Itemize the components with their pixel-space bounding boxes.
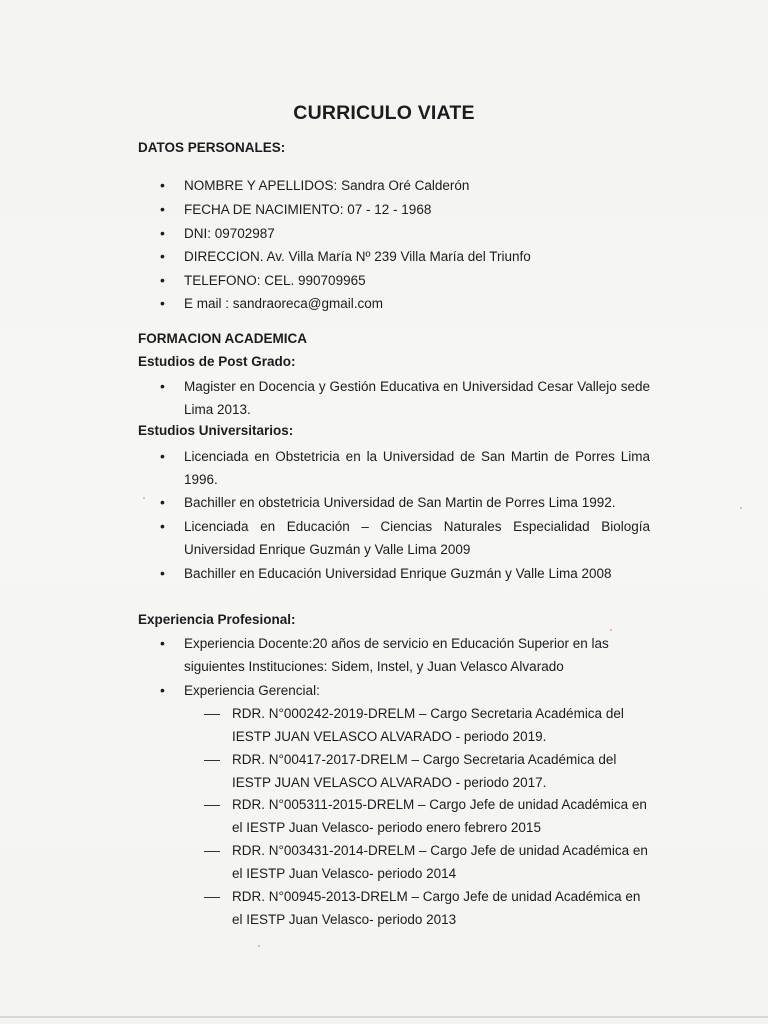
bullet-icon: •: [160, 272, 165, 288]
heading-post-grado: Estudios de Post Grado:: [138, 354, 296, 369]
personal-item-fecha: FECHA DE NACIMIENTO: 07 - 12 - 1968: [184, 202, 432, 217]
dash-icon: [204, 760, 220, 761]
personal-item-email: E mail : sandraoreca@gmail.com: [184, 296, 384, 311]
bullet-icon: •: [160, 448, 165, 464]
dash-icon: [204, 714, 220, 715]
page-edge: [0, 1016, 768, 1018]
personal-item-dni: DNI: 09702987: [184, 226, 275, 241]
dash-icon: [204, 897, 220, 898]
scan-speck: [258, 945, 260, 947]
bullet-icon: •: [160, 225, 165, 241]
post-grado-item: Magister en Docencia y Gestión Educativa en Universidad Cesar Vallejo sede Lima 2013.: [184, 379, 650, 417]
heading-universitarios: Estudios Universitarios:: [138, 423, 294, 438]
bullet-icon: •: [160, 518, 165, 534]
heading-formacion-academica: FORMACION ACADEMICA: [138, 331, 307, 346]
gerencial-item: RDR. N°003431-2014-DRELM – Cargo Jefe de unidad Académica en el IESTP Juan Velasco- periodo 2014: [232, 843, 648, 881]
scan-speck: [610, 629, 612, 631]
universitario-item: Licenciada en Educación – Ciencias Naturales Especialidad Biología Universidad Enrique Guzmán y Valle Lima 2009: [184, 519, 650, 557]
personal-item-telefono: TELEFONO: CEL. 990709965: [184, 273, 366, 288]
scan-speck: [143, 497, 145, 499]
heading-datos-personales: DATOS PERSONALES:: [138, 140, 286, 155]
dash-icon: [204, 851, 220, 852]
universitario-item: Licenciada en Obstetricia en la Universidad de San Martin de Porres Lima 1996.: [184, 449, 650, 487]
universitario-item: Bachiller en Educación Universidad Enrique Guzmán y Valle Lima 2008: [184, 566, 612, 581]
gerencial-item: RDR. N°000242-2019-DRELM – Cargo Secretaria Académica del IESTP JUAN VELASCO ALVARADO - periodo 2019.: [232, 706, 624, 744]
experiencia-item-gerencial: Experiencia Gerencial:: [184, 683, 320, 698]
personal-item-direccion: DIRECCION. Av. Villa María Nº 239 Villa María del Triunfo: [184, 249, 531, 264]
bullet-icon: •: [160, 295, 165, 311]
heading-experiencia-profesional: Experiencia Profesional:: [138, 612, 296, 627]
bullet-icon: •: [160, 201, 165, 217]
bullet-icon: •: [160, 378, 165, 394]
scan-speck: [740, 507, 742, 509]
bullet-icon: •: [160, 635, 165, 651]
bullet-icon: •: [160, 565, 165, 581]
bullet-icon: •: [160, 177, 165, 193]
bullet-icon: •: [160, 248, 165, 264]
bullet-icon: •: [160, 494, 165, 510]
bullet-icon: •: [160, 682, 165, 698]
experiencia-item-docente: Experiencia Docente:20 años de servicio en Educación Superior en las siguientes Instituciones: Sidem, Instel, y Juan Velasco Alvarado: [184, 636, 609, 674]
gerencial-item: RDR. N°005311-2015-DRELM – Cargo Jefe de unidad Académica en el IESTP Juan Velasco- periodo enero febrero 2015: [232, 797, 647, 835]
personal-item-nombre: NOMBRE Y APELLIDOS: Sandra Oré Calderón: [184, 178, 470, 193]
universitario-item: Bachiller en obstetricia Universidad de San Martin de Porres Lima 1992.: [184, 495, 616, 510]
dash-icon: [204, 805, 220, 806]
document-title: CURRICULO VIATE: [293, 102, 475, 124]
gerencial-item: RDR. N°00945-2013-DRELM – Cargo Jefe de unidad Académica en el IESTP Juan Velasco- periodo 2013: [232, 889, 641, 927]
gerencial-item: RDR. N°00417-2017-DRELM – Cargo Secretaria Académica del IESTP JUAN VELASCO ALVARADO - periodo 2017.: [232, 752, 617, 790]
